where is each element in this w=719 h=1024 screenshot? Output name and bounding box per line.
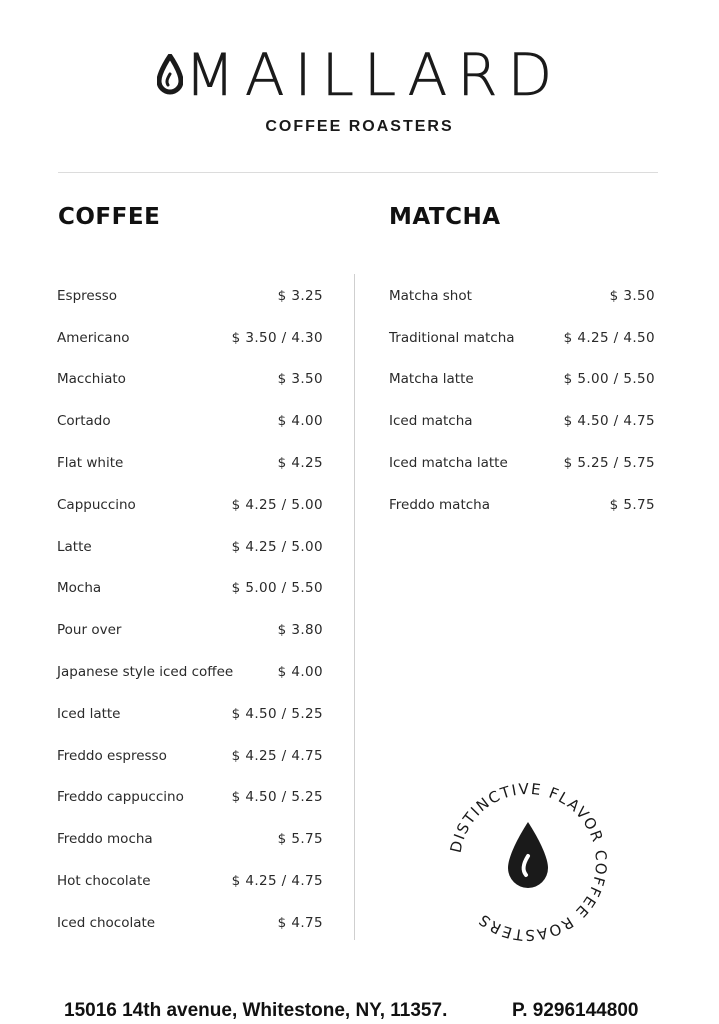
- menu-item: [57, 442, 323, 484]
- menu-item-price: $ 4.50 / 5.25: [231, 789, 323, 806]
- menu-item-price: $ 4.25 / 4.50: [563, 329, 655, 346]
- menu-item-price: $ 5.75: [277, 831, 323, 848]
- menu-item: [389, 359, 655, 401]
- menu-item-name: Macchiato: [57, 371, 126, 388]
- menu-item: [57, 400, 323, 442]
- menu-item: [57, 777, 323, 819]
- menu-item-name: Mocha: [57, 580, 102, 597]
- menu-item-name: Freddo matcha: [389, 496, 490, 513]
- menu-item-price: $ 4.50 / 4.75: [563, 413, 655, 430]
- coffee-section-title: COFFEE: [58, 204, 161, 230]
- distinctive-flavor-badge: [438, 772, 618, 952]
- menu-item-name: Americano: [57, 329, 130, 346]
- brand-name: MAILLARD: [184, 41, 563, 109]
- menu-item-name: Hot chocolate: [57, 873, 151, 890]
- menu-item-price: $ 4.25 / 4.75: [231, 873, 323, 890]
- menu-item-name: Cappuccino: [57, 496, 136, 513]
- menu-item-price: $ 5.75: [609, 496, 655, 513]
- menu-item: [57, 359, 323, 401]
- coffee-menu-list: [57, 275, 323, 944]
- matcha-menu-list: [389, 275, 655, 526]
- menu-item-price: $ 4.50 / 5.25: [231, 705, 323, 722]
- menu-item-price: $ 5.00 / 5.50: [563, 371, 655, 388]
- menu-item: [57, 275, 323, 317]
- menu-item-name: Iced latte: [57, 705, 121, 722]
- menu-item: [57, 317, 323, 359]
- menu-item: [57, 860, 323, 902]
- matcha-section-title: MATCHA: [389, 204, 501, 230]
- menu-item: [389, 484, 655, 526]
- menu-item-price: $ 4.25: [277, 455, 323, 472]
- column-divider: [354, 274, 355, 940]
- menu-item-name: Pour over: [57, 622, 122, 639]
- drop-logo-icon: [157, 54, 183, 96]
- menu-item: [389, 400, 655, 442]
- menu-item-name: Cortado: [57, 413, 111, 430]
- menu-item-price: $ 3.25: [277, 287, 323, 304]
- menu-item-price: $ 4.00: [277, 664, 323, 681]
- menu-item-price: $ 4.25 / 5.00: [231, 538, 323, 555]
- menu-item-name: Freddo cappuccino: [57, 789, 184, 806]
- brand-subtitle: COFFEE ROASTERS: [265, 118, 454, 135]
- menu-item-name: Freddo mocha: [57, 831, 153, 848]
- menu-item-price: $ 5.00 / 5.50: [231, 580, 323, 597]
- menu-item-name: Matcha latte: [389, 371, 474, 388]
- menu-item-price: $ 3.80: [277, 622, 323, 639]
- menu-item: [389, 275, 655, 317]
- menu-item-price: $ 4.00: [277, 413, 323, 430]
- menu-item-name: Iced matcha latte: [389, 455, 508, 472]
- menu-item-name: Freddo espresso: [57, 747, 167, 764]
- menu-item-price: $ 4.25 / 5.00: [231, 496, 323, 513]
- menu-item: [57, 484, 323, 526]
- menu-item-name: Matcha shot: [389, 287, 472, 304]
- menu-item-name: Iced chocolate: [57, 914, 156, 931]
- menu-item-price: $ 5.25 / 5.75: [563, 455, 655, 472]
- menu-item: [57, 651, 323, 693]
- menu-item: [57, 735, 323, 777]
- menu-item-name: Iced matcha: [389, 413, 473, 430]
- menu-item-price: $ 3.50: [609, 287, 655, 304]
- menu-item: [389, 442, 655, 484]
- brand-logo: [157, 41, 563, 109]
- footer-phone[interactable]: P. 9296144800: [512, 1000, 639, 1021]
- menu-item-name: Latte: [57, 538, 92, 555]
- menu-item-name: Flat white: [57, 455, 124, 472]
- menu-item-price: $ 3.50 / 4.30: [231, 329, 323, 346]
- menu-item: [57, 693, 323, 735]
- menu-item-name: Japanese style iced coffee: [57, 664, 234, 681]
- footer-address: 15016 14th avenue, Whitestone, NY, 11357.: [64, 1000, 448, 1021]
- menu-item-price: $ 4.75: [277, 914, 323, 931]
- menu-item: [57, 902, 323, 944]
- menu-item: [57, 609, 323, 651]
- menu-item-price: $ 3.50: [277, 371, 323, 388]
- menu-item-name: Traditional matcha: [389, 329, 515, 346]
- brand-header: [0, 41, 719, 136]
- menu-item-name: Espresso: [57, 287, 118, 304]
- menu-item: [57, 568, 323, 610]
- menu-item: [57, 818, 323, 860]
- menu-item: [57, 526, 323, 568]
- badge-ring-text: DISTINCTIVE FLAVOR COFFEE ROASTERS: [446, 779, 611, 945]
- menu-item: [389, 317, 655, 359]
- header-divider: [58, 172, 658, 173]
- menu-item-price: $ 4.25 / 4.75: [231, 747, 323, 764]
